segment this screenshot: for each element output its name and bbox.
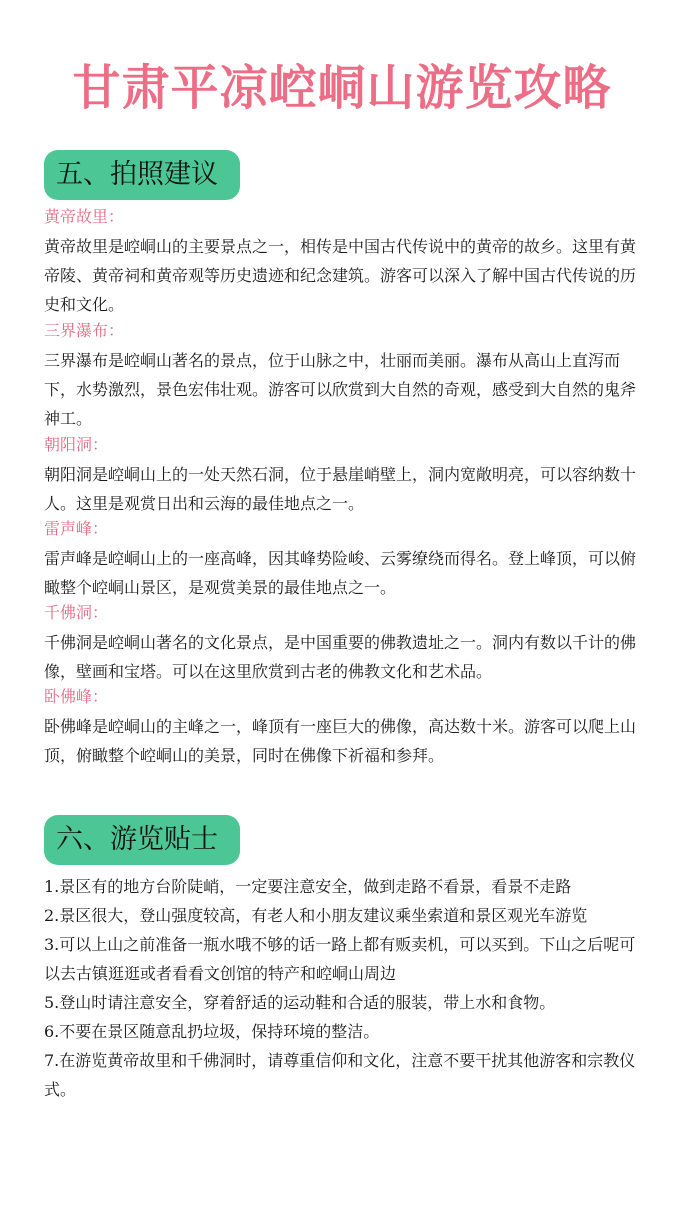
spot-description: 卧佛峰是崆峒山的主峰之一，峰顶有一座巨大的佛像，高达数十米。游客可以爬上山顶，俯瞰整个崆峒山的美景，同时在佛像下祈福和参拜。 bbox=[44, 717, 637, 765]
spot-name: 雷声峰： bbox=[44, 519, 109, 538]
spot-item-sanjie-waterfall bbox=[44, 320, 644, 433]
spot-item-huangdi bbox=[44, 206, 644, 319]
tip-item: 7.在游览黄帝故里和千佛洞时，请尊重信仰和文化，注意不要干扰其他游客和宗教仪式。 bbox=[44, 1051, 636, 1099]
section-heading-visit-tips: 六、游览贴士 bbox=[44, 815, 240, 865]
spot-description: 朝阳洞是崆峒山上的一处天然石洞，位于悬崖峭壁上，洞内宽敞明亮，可以容纳数十人。这里是观赏日出和云海的最佳地点之一。 bbox=[44, 465, 637, 513]
tips-list bbox=[44, 872, 644, 1104]
spot-description: 雷声峰是崆峒山上的一座高峰，因其峰势险峻、云雾缭绕而得名。登上峰顶，可以俯瞰整个崆峒山景区，是观赏美景的最佳地点之一。 bbox=[44, 549, 637, 597]
spot-name: 三界瀑布： bbox=[44, 321, 125, 340]
spot-item-wofo-peak bbox=[44, 686, 644, 770]
tip-item: 5.登山时请注意安全，穿着舒适的运动鞋和合适的服装，带上水和食物。 bbox=[44, 993, 556, 1012]
page-title: 甘肃平凉崆峒山游览攻略 bbox=[72, 60, 612, 116]
spot-name: 黄帝故里： bbox=[44, 207, 125, 226]
tip-item: 6.不要在景区随意乱扔垃圾，保持环境的整洁。 bbox=[44, 1022, 380, 1041]
tip-item: 3.可以上山之前准备一瓶水哦不够的话一路上都有贩卖机，可以买到。下山之后呢可以去古镇逛逛或者看看文创馆的特产和崆峒山周边 bbox=[44, 935, 636, 983]
spot-name: 卧佛峰： bbox=[44, 687, 109, 706]
spot-item-qianfo-cave bbox=[44, 602, 644, 686]
tip-item: 2.景区很大，登山强度较高，有老人和小朋友建议乘坐索道和景区观光车游览 bbox=[44, 906, 588, 925]
spot-name: 朝阳洞： bbox=[44, 435, 109, 454]
spot-description: 三界瀑布是崆峒山著名的景点，位于山脉之中，壮丽而美丽。瀑布从高山上直泻而下，水势激烈，景色宏伟壮观。游客可以欣赏到大自然的奇观，感受到大自然的鬼斧神工。 bbox=[44, 351, 637, 428]
spot-description: 千佛洞是崆峒山著名的文化景点，是中国重要的佛教遗址之一。洞内有数以千计的佛像，壁画和宝塔。可以在这里欣赏到古老的佛教文化和艺术品。 bbox=[44, 633, 637, 681]
section-heading-photo-tips: 五、拍照建议 bbox=[44, 150, 240, 200]
spot-item-leisheng-peak bbox=[44, 518, 644, 602]
spot-name: 千佛洞： bbox=[44, 603, 109, 622]
spot-description: 黄帝故里是崆峒山的主要景点之一，相传是中国古代传说中的黄帝的故乡。这里有黄帝陵、黄帝祠和黄帝观等历史遗迹和纪念建筑。游客可以深入了解中国古代传说的历史和文化。 bbox=[44, 237, 637, 314]
tip-item: 1.景区有的地方台阶陡峭，一定要注意安全，做到走路不看景，看景不走路 bbox=[44, 877, 572, 896]
spot-item-chaoyang-cave bbox=[44, 434, 644, 518]
